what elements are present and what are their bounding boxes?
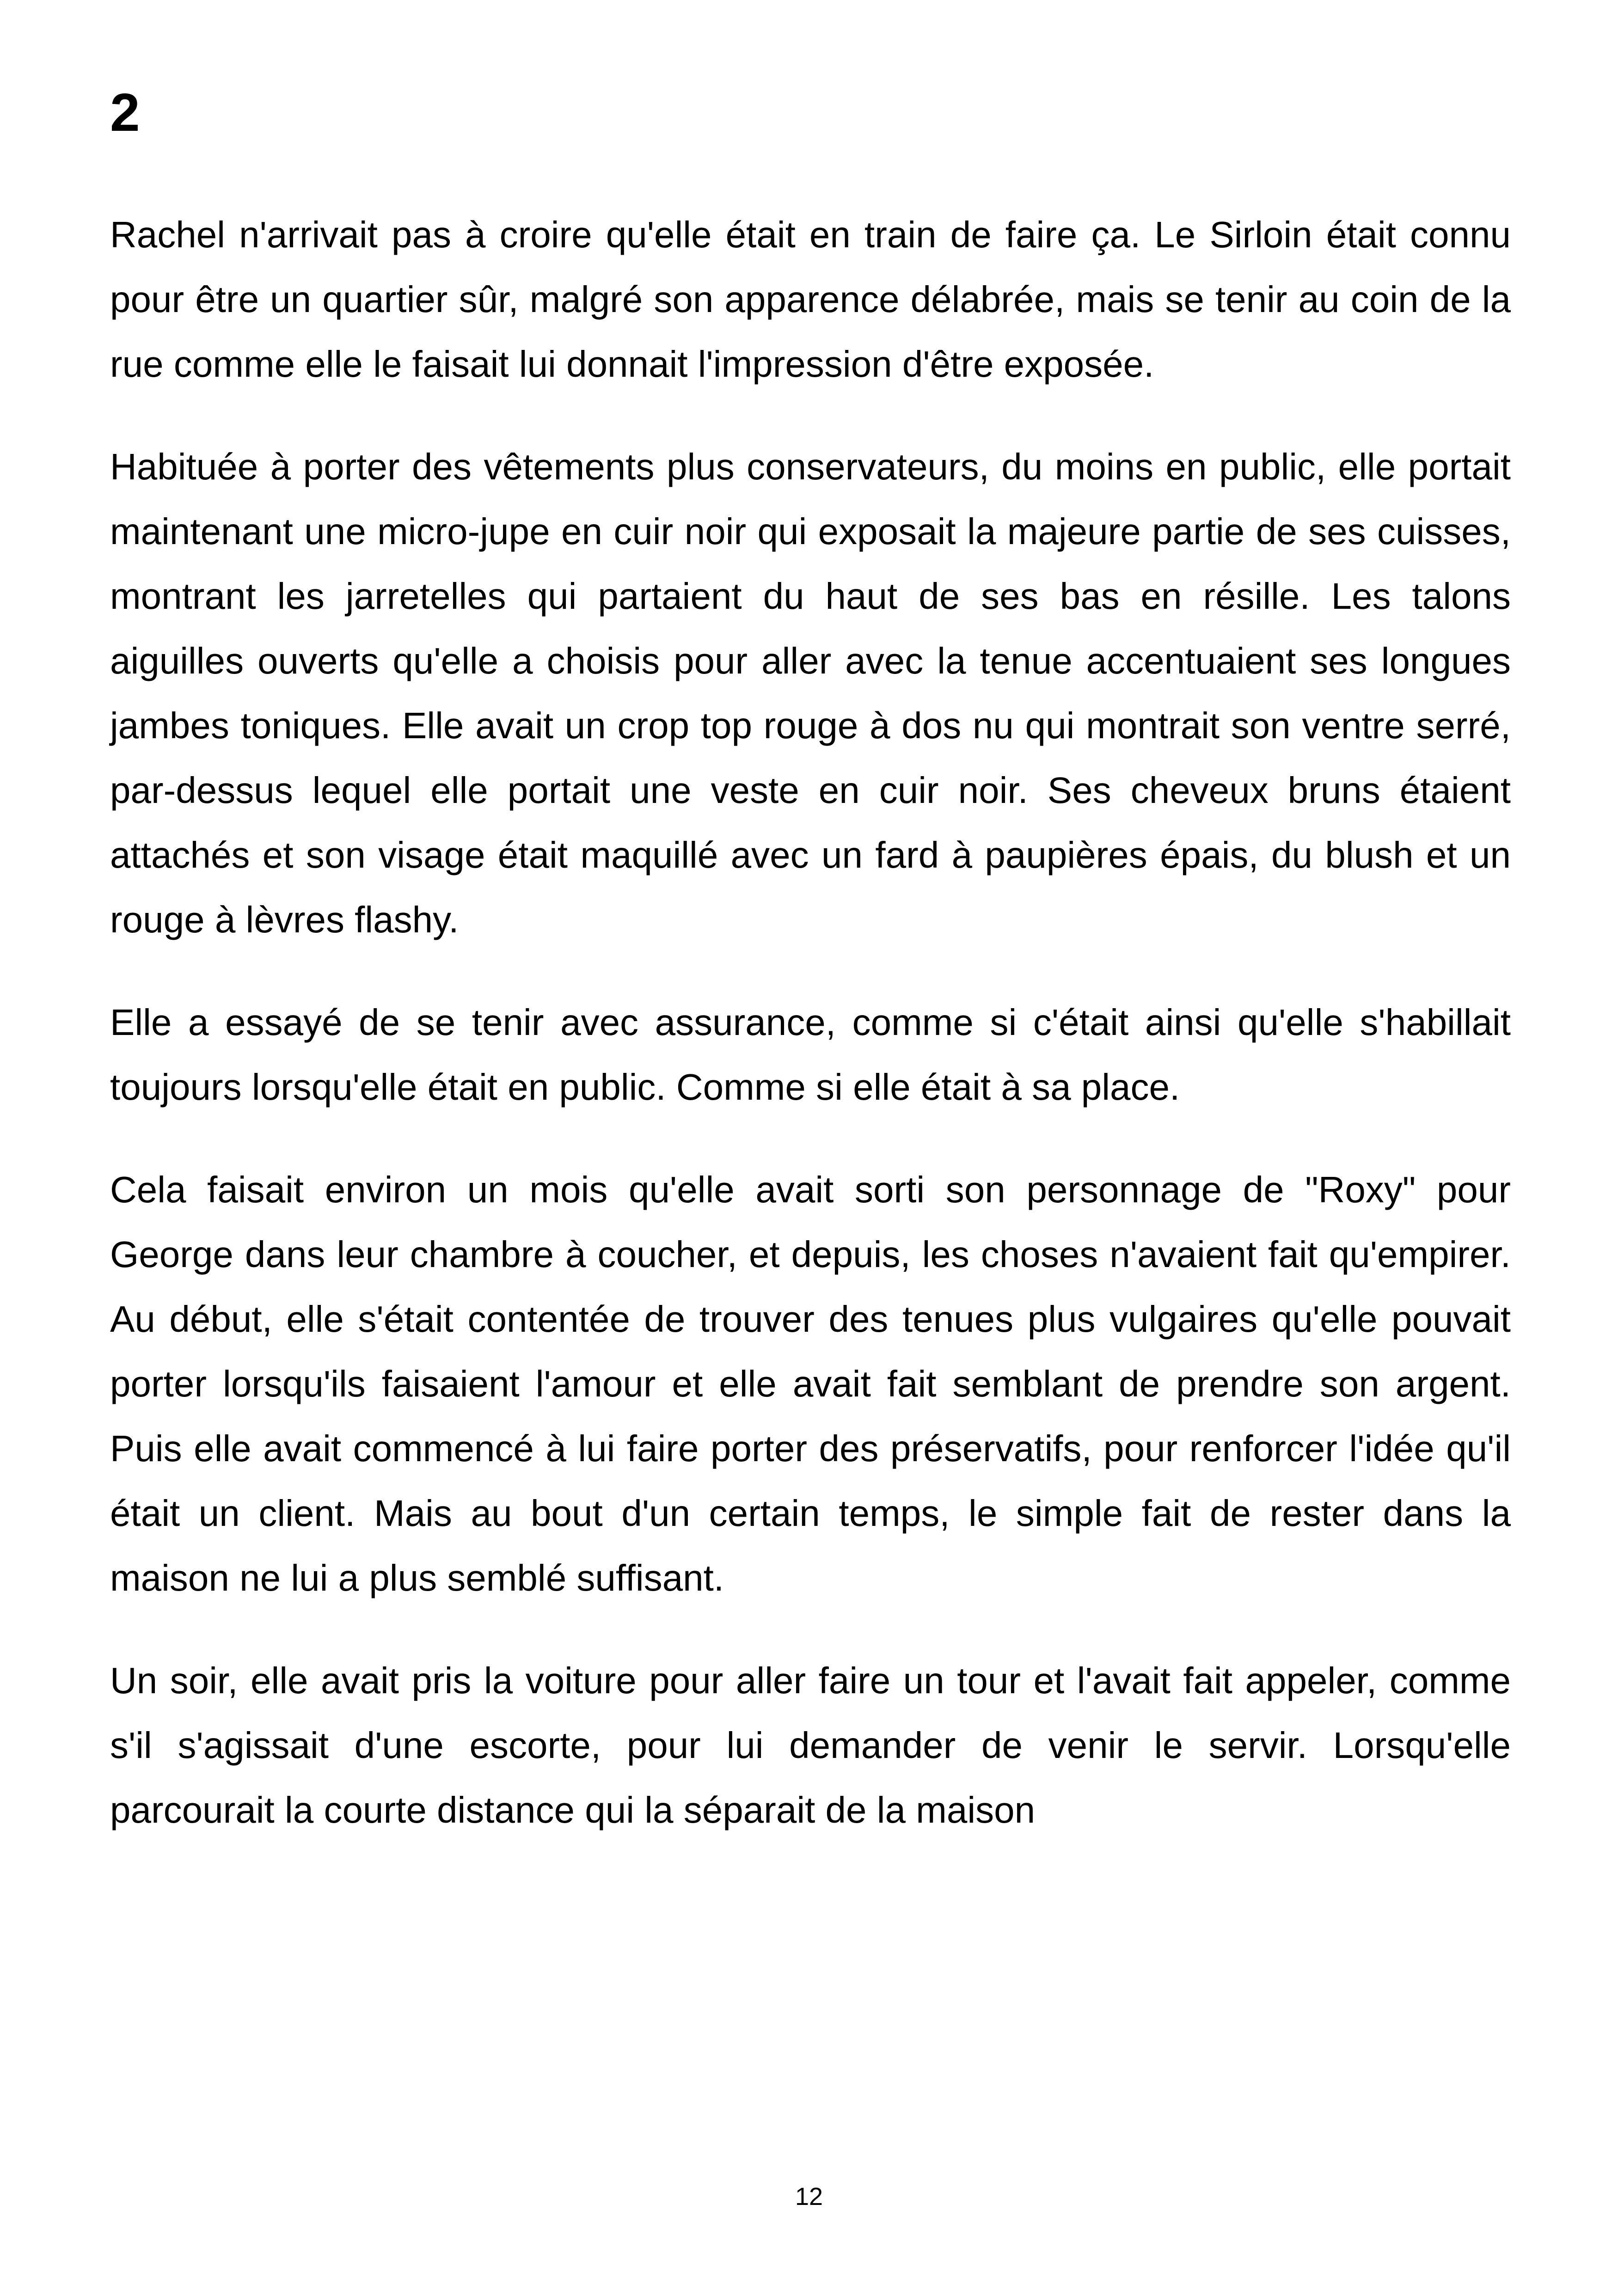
paragraph: Elle a essayé de se tenir avec assurance, comme si c'était ainsi qu'elle s'habillait toujours lorsqu'elle était en public. Comme si elle était à sa place. xyxy=(110,1002,1511,1108)
paragraph: Habituée à porter des vêtements plus conservateurs, du moins en public, elle portait maintenant une micro-jupe en cuir noir qui exposait la majeure partie de ses cuisses, montrant les jarretelles qui partaient du haut de ses bas en résille. Les talons aiguilles ouverts qu'elle a choisis pour aller avec la tenue accentuaient ses longues jambes toniques. Elle avait un crop top rouge à dos nu qui montrait son ventre serré, par-dessus lequel elle portait une veste en cuir noir. Ses cheveux bruns étaient attachés et son visage était maquillé avec un fard à paupières épais, du blush et un rouge à lèvres flashy. xyxy=(110,446,1511,940)
paragraph: Un soir, elle avait pris la voiture pour aller faire un tour et l'avait fait appeler, comme s'il s'agissait d'une escorte, pour lui demander de venir le servir. Lorsqu'elle parcourait la courte distance qui la séparait de la maison xyxy=(110,1660,1511,1831)
paragraph: Cela faisait environ un mois qu'elle avait sorti son personnage de "Roxy" pour George dans leur chambre à coucher, et depuis, les choses n'avaient fait qu'empirer. Au début, elle s'était contentée de trouver des tenues plus vulgaires qu'elle pouvait porter lorsqu'ils faisaient l'amour et elle avait fait semblant de prendre son argent. Puis elle avait commencé à lui faire porter des préservatifs, pour renforcer l'idée qu'il était un client. Mais au bout d'un certain temps, le simple fait de rester dans la maison ne lui a plus semblé suffisant. xyxy=(110,1169,1511,1598)
chapter-body xyxy=(110,202,1511,1880)
chapter-number: 2 xyxy=(110,82,140,142)
page-number: 12 xyxy=(795,2183,823,2210)
paragraph: Rachel n'arrivait pas à croire qu'elle était en train de faire ça. Le Sirloin était connu pour être un quartier sûr, malgré son apparence délabrée, mais se tenir au coin de la rue comme elle le faisait lui donnait l'impression d'être exposée. xyxy=(110,214,1511,385)
